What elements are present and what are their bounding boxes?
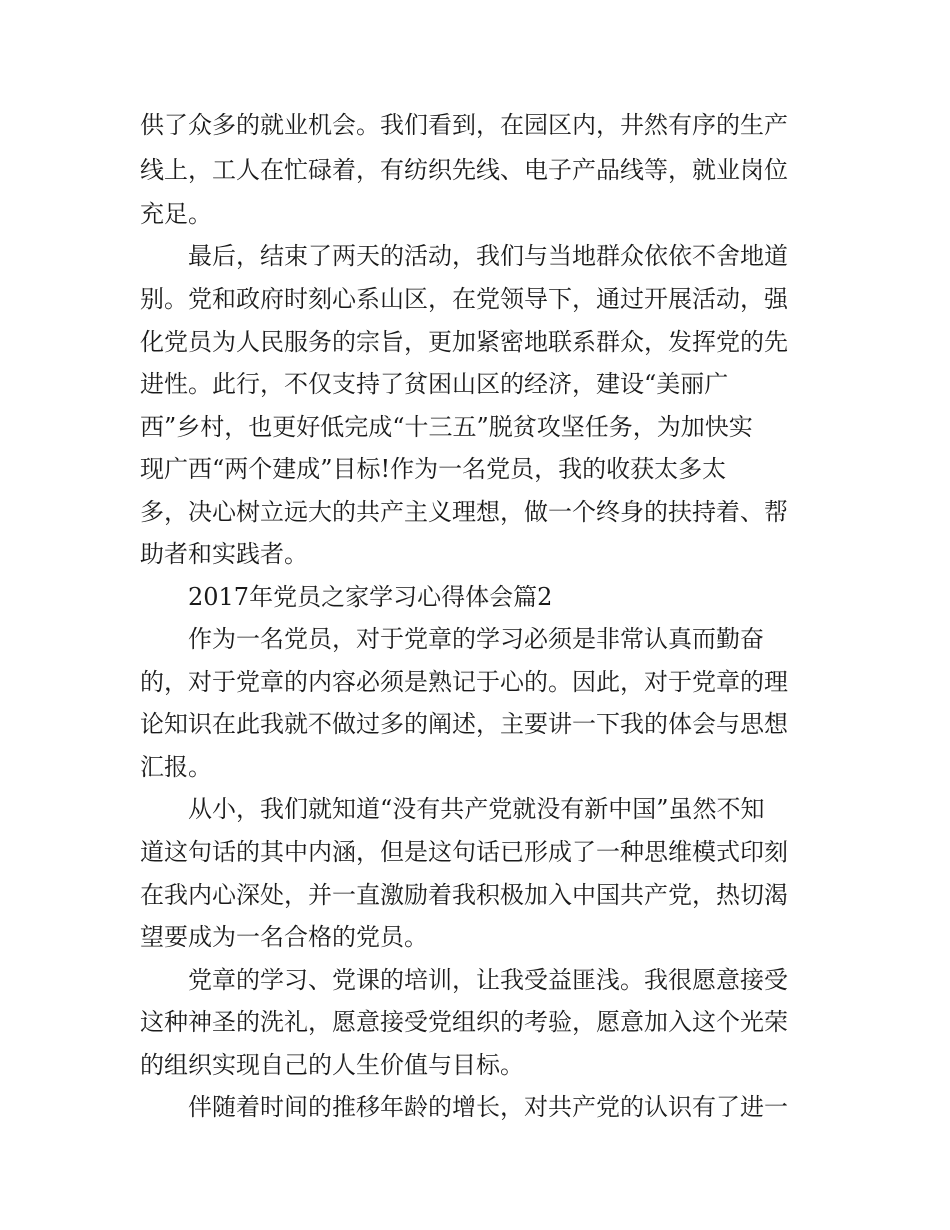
text-line: 别。党和政府时刻心系山区，在党领导下，通过开展活动，强: [140, 285, 788, 313]
text-line: 望要成为一名合格的党员。: [140, 923, 428, 951]
text-line: 道这句话的其中内涵，但是这句话已形成了一种思维模式印刻: [140, 838, 788, 866]
text-line: 助者和实践者。: [140, 540, 308, 568]
text-line: 进性。此行，不仅支持了贫困山区的经济，建设“美丽广: [140, 370, 729, 398]
text-line: 从小，我们就知道“没有共产党就没有新中国”虽然不知: [140, 795, 765, 823]
text-line: 的组织实现自己的人生价值与目标。: [140, 1051, 524, 1079]
text-line: 多，决心树立远大的共产主义理想，做一个终身的扶持着、帮: [140, 498, 788, 526]
text-line: 这种神圣的洗礼，愿意接受党组织的考验，愿意加入这个光荣: [140, 1008, 788, 1036]
text-line: 在我内心深处，并一直激励着我积极加入中国共产党，热切渴: [140, 881, 788, 909]
text-line: 党章的学习、党课的培训，让我受益匪浅。我很愿意接受: [140, 966, 788, 994]
text-line: 现广西“两个建成”目标!作为一名党员，我的收获太多太: [140, 455, 727, 483]
text-line: 充足。: [140, 200, 212, 228]
text-line: 作为一名党员，对于党章的学习必须是非常认真而勤奋: [140, 625, 764, 653]
text-line: 的，对于党章的内容必须是熟记于心的。因此，对于党章的理: [140, 668, 788, 696]
text-line: 论知识在此我就不做过多的阐述，主要讲一下我的体会与思想: [140, 710, 788, 738]
text-line: 供了众多的就业机会。我们看到，在园区内，井然有序的生产: [140, 111, 788, 139]
text-line: 线上，工人在忙碌着，有纺织先线、电子产品线等，就业岗位: [140, 156, 788, 184]
text-line: 伴随着时间的推移年龄的增长，对共产党的认识有了进一: [140, 1093, 788, 1121]
text-line: 化党员为人民服务的宗旨，更加紧密地联系群众，发挥党的先: [140, 328, 788, 356]
section-heading: 2017年党员之家学习心得体会篇2: [140, 583, 553, 611]
text-line: 最后，结束了两天的活动，我们与当地群众依依不舍地道: [140, 242, 788, 270]
text-line: 汇报。: [140, 753, 212, 781]
text-line: 西”乡村，也更好低完成“十三五”脱贫攻坚任务，为加快实: [140, 413, 753, 441]
